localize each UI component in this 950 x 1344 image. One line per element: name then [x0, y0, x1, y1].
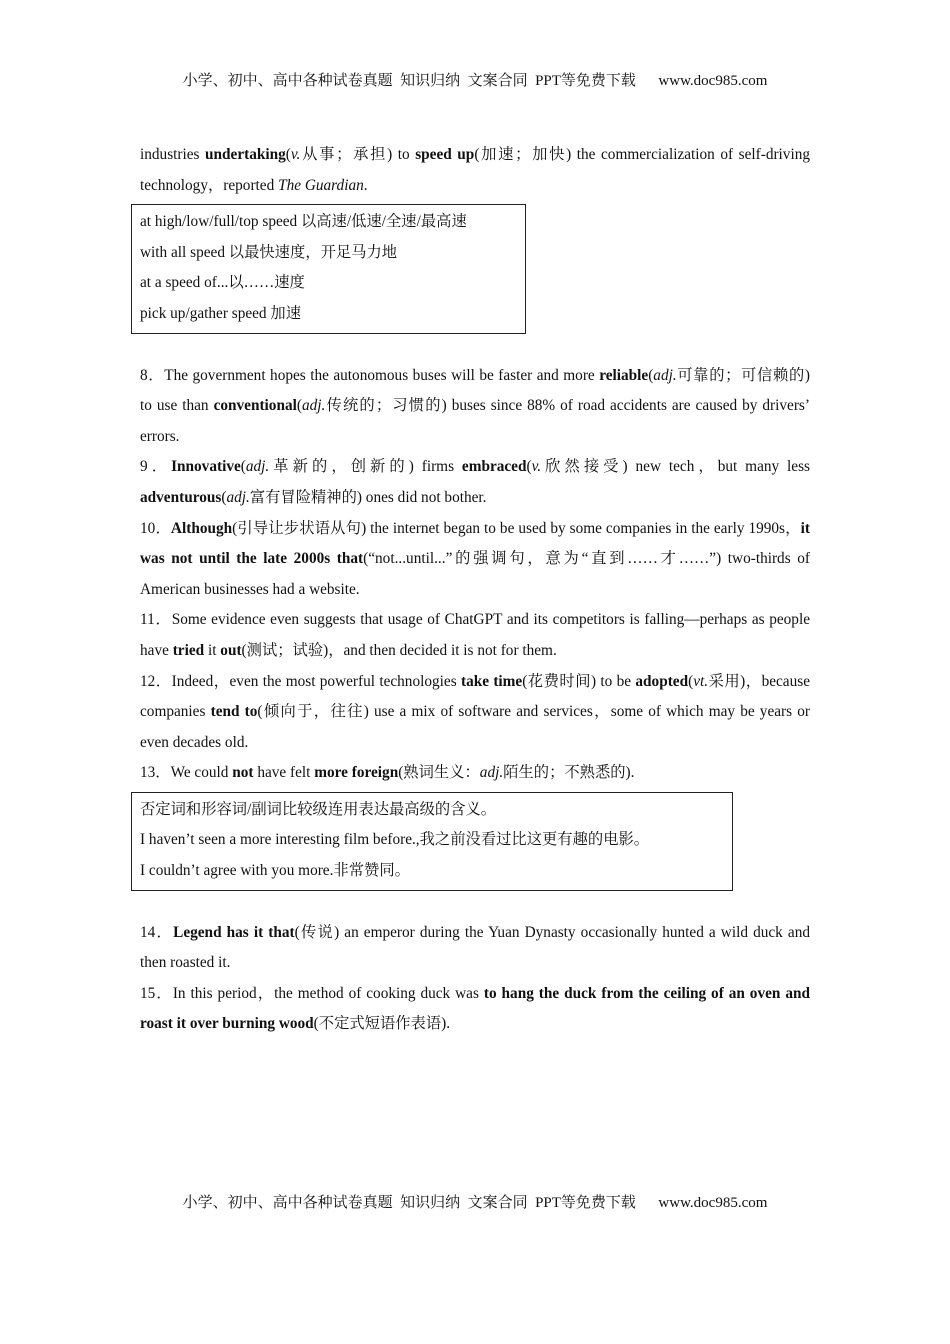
text: 革新的，创新的) firms — [269, 458, 462, 476]
keyword: Although — [170, 519, 233, 537]
note-line: I couldn’t agree with you more.非常赞同。 — [140, 862, 410, 880]
text: ( — [688, 672, 694, 690]
keyword: speed up — [415, 146, 475, 163]
text: (不定式短语作表语). — [313, 1015, 451, 1033]
keyword: Innovative — [171, 458, 241, 476]
keyword: to hang the duck from the ceiling of an oven and roast it over burning wood — [140, 984, 811, 1033]
sentence-number: 10． — [140, 519, 171, 537]
text: ( — [648, 366, 654, 384]
keyword: it was not until the late 2000s that — [140, 519, 810, 568]
text: 采用)，because companies — [140, 672, 810, 721]
note-box-speed — [131, 204, 526, 333]
text: 传统的；习惯的) buses since 88% of road accidents are caused by drivers’ errors. — [140, 397, 810, 445]
sentence-14 — [140, 918, 810, 979]
text: 陌生的；不熟悉的). — [503, 764, 635, 782]
note-line: I haven’t seen a more interesting film before.,我之前没看过比这更有趣的电影。 — [140, 831, 650, 849]
keyword: tried — [172, 641, 205, 659]
pos-tag: v. — [290, 146, 301, 163]
keyword: adventurous — [140, 488, 222, 506]
sentence-8 — [140, 361, 810, 453]
pos-tag: adj. — [226, 488, 250, 506]
sentence-15 — [140, 979, 810, 1040]
text: 欣然接受) new tech，but many less — [541, 458, 810, 476]
text: Indeed，even the most powerful technologies — [171, 672, 461, 690]
keyword: Legend has it that — [173, 923, 295, 941]
text: . — [363, 176, 368, 194]
text: it — [204, 641, 221, 659]
text: industries — [140, 146, 206, 163]
text: Some evidence even suggests that usage of ChatGPT and its competitors is falling—perhaps as people have — [140, 611, 810, 659]
sentence-9 — [140, 452, 810, 513]
publication-title: The Guardian — [278, 176, 364, 194]
note-line: at a speed of...以……速度 — [140, 274, 305, 292]
sentence-10 — [140, 514, 810, 606]
note-line: at high/low/full/top speed 以高速/低速/全速/最高速 — [140, 213, 467, 231]
note-line: 否定词和形容词/副词比较级连用表达最高级的含义。 — [140, 800, 497, 818]
sentence-number: 9． — [140, 458, 172, 476]
keyword: out — [220, 641, 242, 659]
keyword: embraced — [461, 458, 527, 476]
text: We could — [170, 764, 233, 782]
sentence-number: 8． — [140, 366, 165, 384]
keyword: reliable — [599, 366, 649, 384]
text: ( — [221, 488, 227, 506]
sentence-number: 11． — [140, 611, 172, 629]
note-line: pick up/gather speed 加速 — [140, 304, 301, 322]
pos-tag: vt. — [693, 672, 709, 690]
page-header: 小学、初中、高中各种试卷真题 知识归纳 文案合同 PPT等免费下载 www.doc985.com — [182, 73, 768, 89]
keyword: conventional — [213, 397, 297, 415]
text: (传说) an emperor during the Yuan Dynasty occasionally hunted a wild duck and then roasted it. — [140, 923, 810, 972]
text: ( — [240, 458, 246, 476]
text: The government hopes the autonomous buses will be faster and more — [164, 366, 600, 384]
keyword: more foreign — [314, 764, 399, 782]
text: (倾向于，往往) use a mix of software and services，some of which may be years or even decades old. — [140, 703, 810, 751]
text: (花费时间) to be — [522, 672, 636, 690]
pos-tag: adj. — [245, 458, 270, 476]
pos-tag: adj. — [479, 764, 504, 782]
sentence-number: 13． — [140, 764, 171, 782]
pos-tag: v. — [531, 458, 542, 476]
keyword: not — [232, 764, 254, 782]
text: (测试；试验)，and then decided it is not for them. — [241, 641, 557, 659]
text: (“not...until...”的强调句，意为“直到……才……”) two-thirds of American businesses had a website. — [140, 550, 810, 598]
text: 可靠的；可信赖的) to use than — [140, 366, 810, 415]
text: (加速；加快) the commercialization of self-driving technology，reported — [140, 146, 811, 194]
pos-tag: adj. — [301, 397, 326, 415]
keyword: take time — [460, 672, 523, 690]
page-footer: 小学、初中、高中各种试卷真题 知识归纳 文案合同 PPT等免费下载 www.doc985.com — [182, 1195, 768, 1211]
sentence-13 — [140, 758, 810, 789]
text: 从事；承担) to — [300, 146, 416, 163]
text: have felt — [253, 764, 315, 782]
text: (熟词生义： — [398, 764, 480, 782]
note-box-comparative — [131, 792, 733, 891]
pos-tag: adj. — [653, 366, 677, 384]
keyword: tend to — [210, 703, 258, 721]
text: ( — [526, 458, 532, 476]
text: ( — [296, 397, 302, 415]
text: 富有冒险精神的) ones did not bother. — [249, 488, 487, 506]
sentence-12 — [140, 667, 810, 759]
sentence-11 — [140, 605, 810, 666]
sentence-number: 12． — [140, 672, 172, 690]
text: In this period，the method of cooking duck was — [172, 984, 484, 1002]
text: ( — [285, 146, 291, 163]
keyword: adopted — [635, 672, 689, 690]
document-body — [140, 140, 810, 1040]
keyword: undertaking — [205, 146, 286, 163]
sentence-number: 14． — [140, 923, 174, 941]
text: (引导让步状语从句) the internet began to be used by some companies in the early 1990s， — [232, 519, 801, 537]
sentence-number: 15． — [140, 984, 173, 1002]
note-line: with all speed 以最快速度，开足马力地 — [140, 243, 398, 261]
paragraph-continuation — [140, 140, 810, 201]
